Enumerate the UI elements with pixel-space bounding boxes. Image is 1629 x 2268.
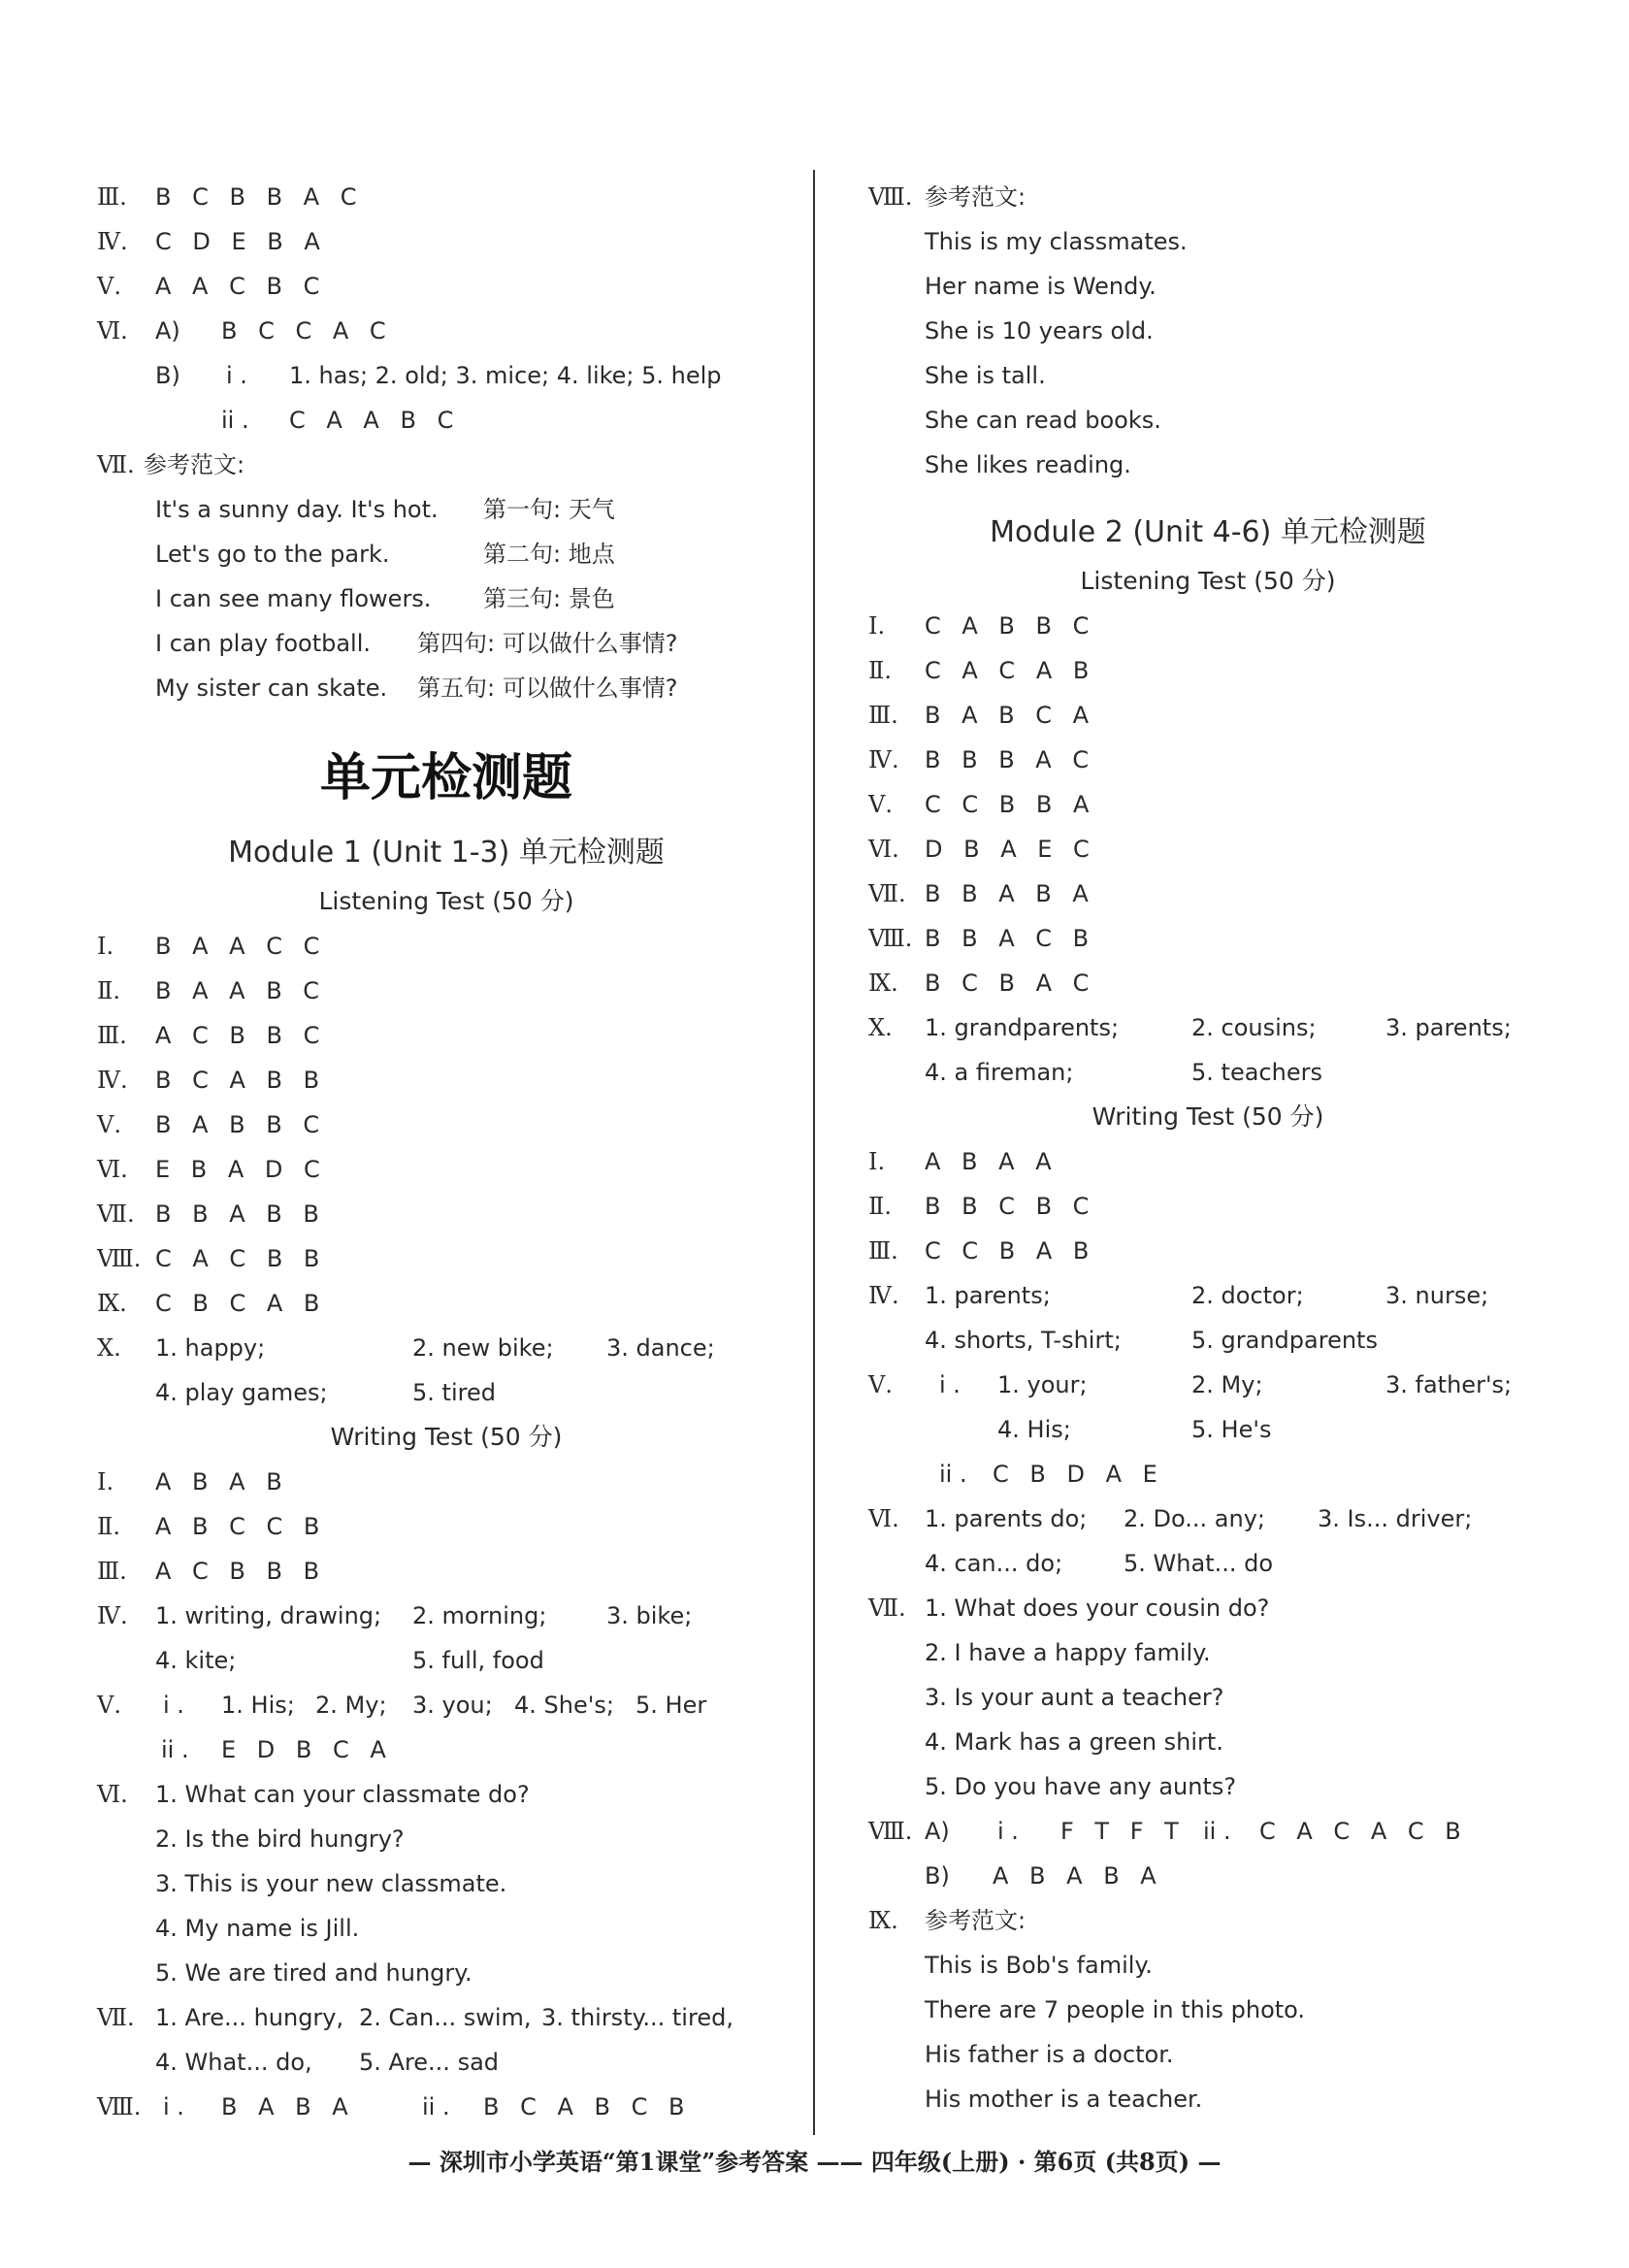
item-number: Ⅰ. xyxy=(97,1468,114,1496)
item-number: Ⅵ. xyxy=(97,1781,128,1808)
answer-text: B A B A xyxy=(221,2093,355,2120)
essay-en: Her name is Wendy. xyxy=(925,273,1157,300)
answer-text: C C B B A xyxy=(925,791,1096,818)
answer-row xyxy=(868,1854,1548,1898)
answer-text: C A C A C B xyxy=(1259,1818,1468,1845)
answer-text: 4. shorts, T-shirt; xyxy=(925,1327,1122,1354)
answer-row xyxy=(868,1720,1548,1764)
essay-line xyxy=(868,219,1548,264)
answer-text: E D B C A xyxy=(221,1736,393,1763)
answer-row xyxy=(97,969,796,1013)
answer-text: C D E B A xyxy=(155,228,327,255)
answer-text: 4. Mark has a green shirt. xyxy=(925,1728,1223,1756)
item-number: Ⅶ. xyxy=(868,880,906,907)
essay-line xyxy=(97,487,796,532)
answer-row xyxy=(868,871,1548,916)
answer-text: 2. new bike; xyxy=(412,1334,554,1362)
essay-note: 第一句: 天气 xyxy=(483,496,615,523)
item-number: Ⅳ. xyxy=(97,1067,128,1094)
answer-row xyxy=(868,1496,1548,1541)
answer-text: C A B B C xyxy=(925,612,1096,640)
answer-row xyxy=(97,1460,796,1504)
answer-row xyxy=(868,1318,1548,1363)
answer-row xyxy=(868,827,1548,871)
item-number: Ⅱ. xyxy=(97,977,120,1004)
answer-row xyxy=(868,693,1548,738)
answer-text: 4. kite; xyxy=(155,1647,237,1674)
essay-en: This is my classmates. xyxy=(925,228,1188,255)
essay-en: I can play football. xyxy=(155,630,372,657)
essay-note: 第五句: 可以做什么事情? xyxy=(417,674,678,702)
answer-text: A B A B A xyxy=(993,1862,1163,1890)
answer-text: 5. He's xyxy=(1191,1416,1272,1443)
answer-text: 4. a fireman; xyxy=(925,1059,1074,1086)
answer-text: 5. teachers xyxy=(1191,1059,1322,1086)
answer-text: 5. Do you have any aunts? xyxy=(925,1773,1237,1800)
answer-row xyxy=(97,1861,796,1906)
answer-text: B C B B A C xyxy=(155,183,364,211)
answer-text: 1. His; xyxy=(221,1692,295,1719)
sub-label: ii . xyxy=(221,407,249,434)
answer-row xyxy=(97,1549,796,1594)
item-number: Ⅳ. xyxy=(97,228,128,255)
essay-line xyxy=(868,398,1548,443)
answer-row xyxy=(97,924,796,969)
answer-row xyxy=(868,1229,1548,1273)
module-title: Module 1 (Unit 1-3) 单元检测题 xyxy=(228,836,665,870)
item-number: Ⅶ. xyxy=(97,451,135,478)
answer-text: B B C B C xyxy=(925,1193,1096,1220)
listening-test-title: Listening Test (50 分) xyxy=(1080,567,1336,595)
answer-text: B C A B C B xyxy=(483,2093,692,2120)
answer-text: 3. dance; xyxy=(606,1334,715,1362)
answer-text: 1. parents; xyxy=(925,1282,1051,1309)
item-number: Ⅷ. xyxy=(97,2093,142,2120)
answer-text: D B A E C xyxy=(925,836,1096,863)
item-number: Ⅳ. xyxy=(868,1282,899,1309)
answer-row xyxy=(868,1541,1548,1586)
answer-text: 4. She's; xyxy=(514,1692,614,1719)
answer-row xyxy=(97,1504,796,1549)
answer-text: 1. What can your classmate do? xyxy=(155,1781,530,1808)
sub-label: i . xyxy=(163,2093,184,2120)
essay-en: His mother is a teacher. xyxy=(925,2086,1203,2113)
answer-row xyxy=(97,1192,796,1236)
answer-row xyxy=(97,1013,796,1058)
section-header xyxy=(97,443,796,487)
item-number: Ⅴ. xyxy=(97,1692,121,1719)
answer-row xyxy=(868,1273,1548,1318)
essay-line xyxy=(868,2032,1548,2077)
answer-text: B B A C B xyxy=(925,925,1096,952)
item-number: Ⅲ. xyxy=(868,702,898,729)
item-number: Ⅵ. xyxy=(97,1156,128,1183)
answer-text: B A B B C xyxy=(155,1111,327,1138)
essay-en: She likes reading. xyxy=(925,451,1131,478)
item-number: Ⅲ. xyxy=(97,1022,127,1049)
answer-text: 1. parents do; xyxy=(925,1505,1088,1532)
item-number: Ⅵ. xyxy=(868,836,899,863)
essay-line xyxy=(97,532,796,576)
answer-row xyxy=(97,1102,796,1147)
answer-row xyxy=(868,782,1548,827)
answer-text: A A C B C xyxy=(155,273,327,300)
sub-label: A) xyxy=(155,317,180,345)
item-number: Ⅷ. xyxy=(868,1818,913,1845)
item-number: Ⅴ. xyxy=(868,791,893,818)
essay-line xyxy=(868,1988,1548,2032)
answer-text: 3. Is your aunt a teacher? xyxy=(925,1684,1224,1711)
essay-line xyxy=(868,309,1548,353)
answer-text: 4. can... do; xyxy=(925,1550,1063,1577)
answer-row xyxy=(868,1675,1548,1720)
answer-row xyxy=(97,398,796,443)
answer-text: 1. Are... hungry, xyxy=(155,2004,344,2031)
answer-text: 5. grandparents xyxy=(1191,1327,1378,1354)
answer-row xyxy=(97,2085,796,2129)
answer-text: 3. thirsty... tired, xyxy=(541,2004,733,2031)
essay-line xyxy=(97,576,796,621)
sub-label: A) xyxy=(925,1818,950,1845)
answer-row xyxy=(868,738,1548,782)
answer-text: 1. happy; xyxy=(155,1334,266,1362)
essay-en: I can see many flowers. xyxy=(155,585,432,612)
essay-line xyxy=(97,621,796,666)
answer-row xyxy=(97,1281,796,1326)
item-number: Ⅵ. xyxy=(868,1505,899,1532)
item-number: Ⅵ. xyxy=(97,317,128,345)
essay-note: 第二句: 地点 xyxy=(483,541,615,568)
answer-row xyxy=(97,1727,796,1772)
item-number: Ⅰ. xyxy=(868,1148,886,1175)
answer-text: 5. Are... sad xyxy=(359,2049,500,2076)
answer-row xyxy=(97,264,796,309)
answer-text: 4. His; xyxy=(997,1416,1071,1443)
answer-row xyxy=(97,219,796,264)
essay-en: My sister can skate. xyxy=(155,674,388,702)
essay-en: This is Bob's family. xyxy=(925,1952,1153,1979)
essay-line xyxy=(868,264,1548,309)
answer-text: F T F T xyxy=(1060,1818,1186,1845)
answer-row xyxy=(97,1638,796,1683)
answer-text: 5. full, food xyxy=(412,1647,544,1674)
answer-row xyxy=(868,916,1548,961)
essay-en: She is tall. xyxy=(925,362,1046,389)
answer-text: A B A B xyxy=(155,1468,289,1496)
item-number: Ⅷ. xyxy=(868,183,913,211)
answer-row xyxy=(97,1236,796,1281)
answer-text: B A A B C xyxy=(155,977,327,1004)
answer-text: 4. play games; xyxy=(155,1379,328,1406)
answer-text: B B A B B xyxy=(155,1200,326,1228)
model-essay-title: 参考范文: xyxy=(925,183,1026,211)
essay-en: It's a sunny day. It's hot. xyxy=(155,496,439,523)
item-number: Ⅴ. xyxy=(868,1371,893,1398)
answer-text: 2. My; xyxy=(315,1692,387,1719)
answer-text: A B C C B xyxy=(155,1513,327,1540)
answer-row xyxy=(868,1630,1548,1675)
item-number: Ⅳ. xyxy=(97,1602,128,1629)
answer-row xyxy=(97,1683,796,1727)
answer-text: 3. nurse; xyxy=(1385,1282,1489,1309)
answer-row xyxy=(97,1370,796,1415)
answer-row xyxy=(97,1594,796,1638)
essay-note: 第三句: 景色 xyxy=(483,585,615,612)
right-column xyxy=(868,175,1548,2121)
answer-text: B C A B B xyxy=(155,1067,327,1094)
answer-row xyxy=(868,1050,1548,1095)
answer-text: 1. writing, drawing; xyxy=(155,1602,382,1629)
answer-text: C A C B B xyxy=(155,1245,327,1272)
item-number: Ⅶ. xyxy=(97,2004,135,2031)
answer-text: 2. Is the bird hungry? xyxy=(155,1825,405,1853)
answer-text: 2. doctor; xyxy=(1191,1282,1304,1309)
answer-text: B A A C C xyxy=(155,933,327,960)
item-number: Ⅲ. xyxy=(868,1237,898,1265)
sub-label: B) xyxy=(925,1862,950,1890)
listening-test-title: Listening Test (50 分) xyxy=(318,887,574,915)
answer-text: 3. bike; xyxy=(606,1602,693,1629)
item-number: Ⅳ. xyxy=(868,746,899,773)
section-main-title: 单元检测题 xyxy=(319,749,572,807)
item-number: Ⅰ. xyxy=(868,612,886,640)
item-number: Ⅷ. xyxy=(97,1245,142,1272)
answer-text: E B A D C xyxy=(155,1156,327,1183)
answer-row xyxy=(868,1363,1548,1407)
answer-text: 4. My name is Jill. xyxy=(155,1915,360,1942)
answer-text: 2. cousins; xyxy=(1191,1014,1317,1041)
essay-en: Let's go to the park. xyxy=(155,541,390,568)
answer-text: 5. tired xyxy=(412,1379,496,1406)
item-number: Ⅷ. xyxy=(868,925,913,952)
item-number: Ⅴ. xyxy=(97,1111,121,1138)
essay-line xyxy=(97,666,796,710)
answer-text: C C B A B xyxy=(925,1237,1096,1265)
answer-row xyxy=(97,353,796,398)
answer-text: C B D A E xyxy=(993,1461,1164,1488)
item-number: Ⅴ. xyxy=(97,273,121,300)
writing-test-title: Writing Test (50 分) xyxy=(330,1423,563,1451)
essay-en: She can read books. xyxy=(925,407,1161,434)
answer-text: 5. We are tired and hungry. xyxy=(155,1959,472,1987)
answer-row xyxy=(868,1586,1548,1630)
sub-label: ii . xyxy=(161,1736,189,1763)
answer-row xyxy=(868,648,1548,693)
answer-text: 3. father's; xyxy=(1385,1371,1513,1398)
answer-text: C A C A B xyxy=(925,657,1096,684)
page-footer: — 深圳市小学英语“第1课堂”参考答案 —— 四年级(上册) · 第6页 (共8页) — xyxy=(407,2148,1222,2176)
answer-row xyxy=(97,309,796,353)
answer-text: B C C A C xyxy=(221,317,393,345)
essay-note: 第四句: 可以做什么事情? xyxy=(417,630,678,657)
answer-row xyxy=(868,1452,1548,1496)
answer-text: 3. parents; xyxy=(1385,1014,1512,1041)
sub-label: ii . xyxy=(422,2093,450,2120)
sub-label: ii . xyxy=(1203,1818,1231,1845)
answer-text: 3. This is your new classmate. xyxy=(155,1870,507,1897)
answer-text: 1. What does your cousin do? xyxy=(925,1594,1270,1622)
answer-text: B B A B A xyxy=(925,880,1095,907)
item-number: Ⅶ. xyxy=(97,1200,135,1228)
answer-row xyxy=(868,1139,1548,1184)
answer-row xyxy=(868,1184,1548,1229)
answer-text: B B B A C xyxy=(925,746,1096,773)
column-divider xyxy=(813,170,815,2135)
answer-text: 1. your; xyxy=(997,1371,1088,1398)
answer-row xyxy=(868,961,1548,1005)
answer-row xyxy=(97,1995,796,2040)
item-number: Ⅱ. xyxy=(97,1513,120,1540)
answer-text: 2. I have a happy family. xyxy=(925,1639,1211,1666)
essay-line xyxy=(868,1943,1548,1988)
answer-text: 5. Her xyxy=(635,1692,707,1719)
answer-text: 4. What... do, xyxy=(155,2049,312,2076)
item-number: Ⅹ. xyxy=(97,1334,121,1362)
sub-label: ii . xyxy=(939,1461,967,1488)
item-number: Ⅰ. xyxy=(97,933,114,960)
section-header xyxy=(868,1898,1548,1943)
answer-text: 2. My; xyxy=(1191,1371,1263,1398)
item-number: Ⅶ. xyxy=(868,1594,906,1622)
answer-row xyxy=(868,1764,1548,1809)
answer-text: C A A B C xyxy=(289,407,461,434)
essay-line xyxy=(868,2077,1548,2121)
answer-row xyxy=(868,604,1548,648)
sub-label: i . xyxy=(997,1818,1019,1845)
answer-text: 3. you; xyxy=(412,1692,493,1719)
answer-row xyxy=(868,1407,1548,1452)
answer-row xyxy=(97,1772,796,1817)
answer-row xyxy=(97,1906,796,1951)
sub-label: B) xyxy=(155,362,180,389)
answer-text: B A B C A xyxy=(925,702,1096,729)
essay-en: There are 7 people in this photo. xyxy=(925,1996,1306,2023)
answer-text: B C B A C xyxy=(925,970,1096,997)
answer-row xyxy=(97,175,796,219)
answer-text: A C B B C xyxy=(155,1022,327,1049)
essay-line xyxy=(868,353,1548,398)
essay-line xyxy=(868,443,1548,487)
answer-text: A C B B B xyxy=(155,1558,327,1585)
item-number: Ⅸ. xyxy=(97,1290,127,1317)
answer-row xyxy=(97,1058,796,1102)
answer-text: 5. What... do xyxy=(1124,1550,1274,1577)
answer-text: 2. Do... any; xyxy=(1124,1505,1265,1532)
item-number: Ⅸ. xyxy=(868,970,898,997)
writing-test-title: Writing Test (50 分) xyxy=(1091,1102,1324,1131)
answer-text: 3. Is... driver; xyxy=(1318,1505,1473,1532)
answer-text: 1. grandparents; xyxy=(925,1014,1120,1041)
answer-text: 2. morning; xyxy=(412,1602,547,1629)
answer-text: 1. has; 2. old; 3. mice; 4. like; 5. help xyxy=(289,362,722,389)
model-essay-title: 参考范文: xyxy=(925,1907,1026,1934)
model-essay-title: 参考范文: xyxy=(144,451,245,478)
answer-text: 2. Can... swim, xyxy=(359,2004,532,2031)
essay-en: She is 10 years old. xyxy=(925,317,1154,345)
answer-text: C B C A B xyxy=(155,1290,327,1317)
item-number: Ⅱ. xyxy=(868,657,892,684)
answer-row xyxy=(868,1005,1548,1050)
item-number: Ⅹ. xyxy=(868,1014,893,1041)
sub-label: i . xyxy=(226,362,247,389)
section-header xyxy=(868,175,1548,219)
left-column xyxy=(97,175,796,2129)
item-number: Ⅸ. xyxy=(868,1907,898,1934)
answer-text: A B A A xyxy=(925,1148,1059,1175)
answer-row xyxy=(97,2040,796,2085)
item-number: Ⅲ. xyxy=(97,1558,127,1585)
item-number: Ⅲ. xyxy=(97,183,127,211)
module-title: Module 2 (Unit 4-6) 单元检测题 xyxy=(990,515,1426,549)
sub-label: i . xyxy=(163,1692,184,1719)
answer-row xyxy=(97,1817,796,1861)
sub-label: i . xyxy=(939,1371,961,1398)
answer-row xyxy=(97,1951,796,1995)
answer-row xyxy=(97,1326,796,1370)
item-number: Ⅱ. xyxy=(868,1193,892,1220)
answer-row xyxy=(868,1809,1548,1854)
answer-row xyxy=(97,1147,796,1192)
essay-en: His father is a doctor. xyxy=(925,2041,1174,2068)
